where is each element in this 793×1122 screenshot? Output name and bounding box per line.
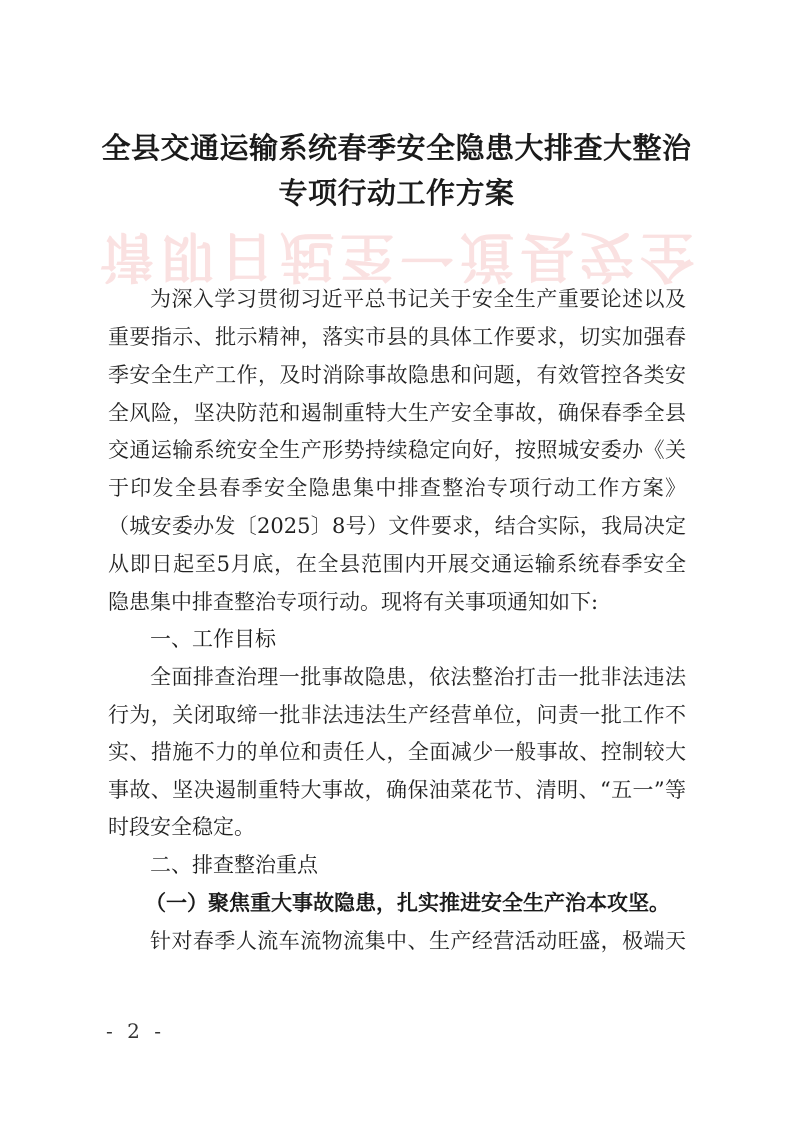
paragraph-line: 时段安全稳定。	[108, 815, 255, 839]
paragraph-line: 事故、坚决遏制重特大事故，确保油菜花节、清明、“五一”等	[108, 778, 686, 802]
page-number: - 2 -	[106, 1019, 165, 1043]
subsection-heading: （一）聚焦重大事故隐患，扎实推进安全生产治本攻坚。	[145, 890, 670, 915]
paragraph-line: 全面排查治理一批事故隐患，依法整治打击一批非法违法	[150, 665, 686, 689]
paragraph-line: 隐患集中排查整治专项行动。现将有关事项通知如下:	[108, 590, 599, 614]
section-heading-goals: 一、工作目标	[150, 627, 276, 651]
paragraph-line: 于印发全县春季安全隐患集中排查整治专项行动工作方案》	[108, 476, 686, 500]
paragraph-line: （城安委办发〔2025〕8号）文件要求，结合实际，我局决定	[108, 514, 686, 538]
document-title-line-1: 全县交通运输系统春季安全隐患大排查大整治	[101, 131, 692, 165]
paragraph-line: 季安全生产工作，及时消除事故隐患和问题，有效管控各类安	[108, 363, 686, 387]
paragraph-line: 针对春季人流车流物流集中、生产经营活动旺盛，极端天	[150, 929, 686, 953]
paragraph-line: 重要指示、批示精神，落实市县的具体工作要求，切实加强春	[108, 325, 686, 349]
stamp-watermark: 请即日起至一道县安全	[100, 225, 700, 288]
paragraph-line: 行为，关闭取缔一批非法违法生产经营单位，问责一批工作不	[108, 703, 686, 727]
paragraph-line: 从即日起至5月底，在全县范围内开展交通运输系统春季安全	[108, 552, 686, 576]
document-title-line-2: 专项行动工作方案	[278, 176, 515, 210]
paragraph-line: 实、措施不力的单位和责任人，全面减少一般事故、控制较大	[108, 740, 686, 764]
paragraph-line: 交通运输系统安全生产形势持续稳定向好，按照城安委办《关	[108, 438, 686, 462]
paragraph-line: 全风险，坚决防范和遏制重特大生产安全事故，确保春季全县	[108, 401, 686, 425]
section-heading-focus: 二、排查整治重点	[150, 853, 318, 877]
paragraph-line: 为深入学习贯彻习近平总书记关于安全生产重要论述以及	[150, 287, 686, 311]
